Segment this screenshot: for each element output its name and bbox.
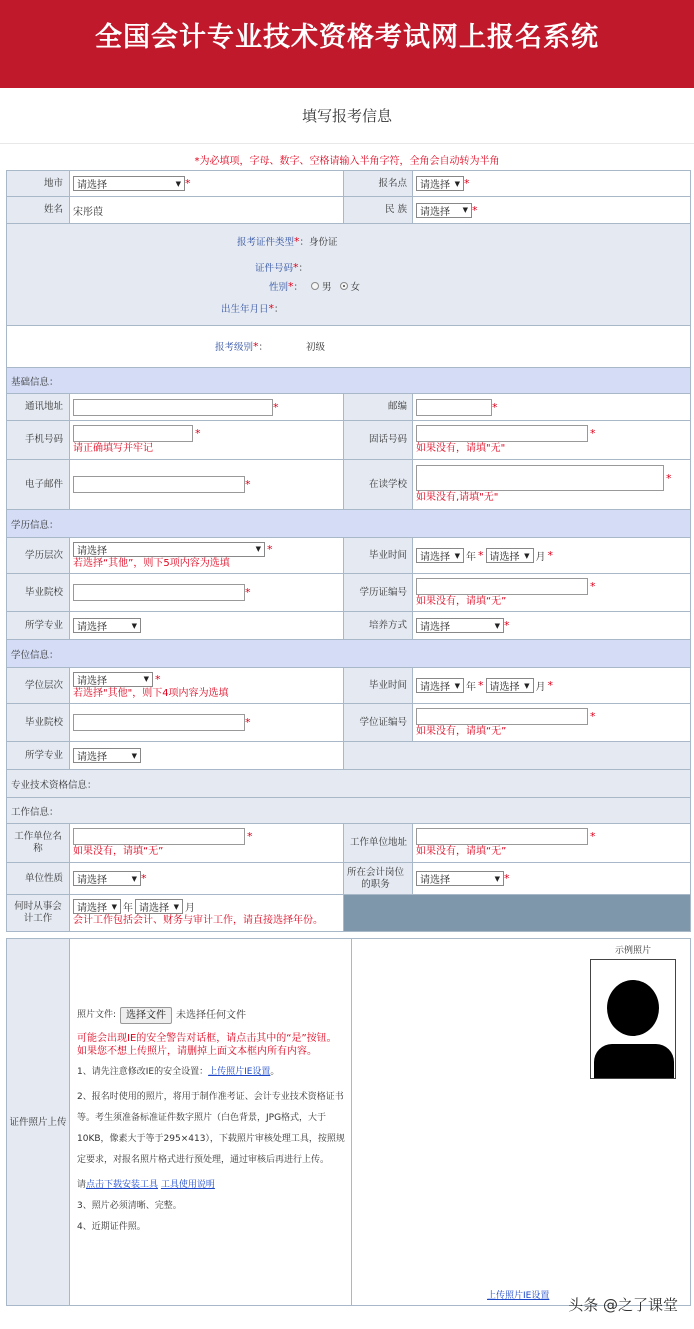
section-degree: 学位信息： <box>6 640 691 668</box>
chevron-down-icon: ▼ <box>454 551 460 560</box>
since-label: 何时从事会计工作 <box>7 895 70 931</box>
chevron-down-icon: ▼ <box>494 621 500 630</box>
section-basic: 基础信息： <box>6 368 691 394</box>
sample-caption: 示例照片 <box>614 946 651 956</box>
degree-school-label: 毕业院校 <box>7 704 70 741</box>
gender-female-radio[interactable] <box>340 282 348 290</box>
zip-label: 邮编 <box>344 394 413 420</box>
degree-cert-hint: 如果没有，请填“无” <box>416 725 507 737</box>
degree-level-hint: 若选择"其他"，则下4项内容为选填 <box>73 687 229 699</box>
email-label: 电子邮件 <box>7 460 70 509</box>
edu-school-label: 毕业院校 <box>7 574 70 611</box>
phone-label: 固话号码 <box>344 421 413 459</box>
region-select[interactable]: 请选择 ▼ <box>73 176 185 191</box>
id-type-label: 报考证件类型 <box>237 237 295 248</box>
birth-date-label: 出生年月日 <box>221 304 269 315</box>
degree-grad-time-label: 毕业时间 <box>344 668 413 703</box>
address-input[interactable] <box>73 399 273 416</box>
gender-male-radio[interactable] <box>311 282 319 290</box>
tool-guide-link[interactable]: 工具使用说明 <box>160 1180 215 1190</box>
watermark: 头条 @之了课堂 <box>568 1296 678 1314</box>
email-input[interactable] <box>73 476 245 493</box>
id-info-block: 报考证件类型 * ： 身份证 证件号码 * ： 性别 * ： 男 女 出生年月日 * ： <box>6 224 691 326</box>
degree-cert-input[interactable] <box>416 708 588 725</box>
exam-level-label: 报考级别 <box>215 342 254 353</box>
edu-major-label: 所学专业 <box>7 612 70 639</box>
chevron-down-icon: ▼ <box>131 874 137 883</box>
unit-address-input[interactable] <box>416 828 588 845</box>
name-value: 宋彤葭 <box>73 206 103 218</box>
photo-upload-row <box>6 938 691 1306</box>
no-file-text: 未选择任何文件 <box>176 1010 247 1021</box>
school-label: 在读学校 <box>344 460 413 509</box>
chevron-down-icon: ▼ <box>454 179 460 188</box>
degree-grad-month-select[interactable]: 请选择 ▼ <box>486 678 534 693</box>
site-label: 报名点 <box>344 171 413 196</box>
name-label: 姓名 <box>7 197 70 223</box>
edu-mode-select[interactable]: 请选择 ▼ <box>416 618 504 633</box>
edu-grad-year-select[interactable]: 请选择 ▼ <box>416 548 464 563</box>
position-select[interactable]: 请选择 ▼ <box>416 871 504 886</box>
site-select[interactable]: 请选择 ▼ <box>416 176 464 191</box>
exam-level-block: 报考级别 * ： 初级 <box>6 326 691 368</box>
edu-cert-label: 学历证编号 <box>344 574 413 611</box>
section-education: 学历信息： <box>6 510 691 538</box>
degree-major-select[interactable]: 请选择 ▼ <box>73 748 141 763</box>
photo-file-label: 照片文件: <box>77 1010 117 1020</box>
gender-label: 性别 <box>269 282 289 293</box>
person-head-icon <box>607 980 659 1036</box>
school-hint: 如果没有,请填"无" <box>416 492 499 503</box>
person-body-icon <box>594 1044 674 1079</box>
region-label: 地市 <box>7 171 70 196</box>
chevron-down-icon: ▼ <box>131 751 137 760</box>
unit-address-hint: 如果没有，请填“无” <box>416 846 507 857</box>
edu-cert-input[interactable] <box>416 578 588 595</box>
since-month-select[interactable]: 请选择 ▼ <box>135 899 183 914</box>
page-title: 填写报考信息 <box>0 88 694 144</box>
unit-name-label: 工作单位名称 <box>7 824 70 862</box>
chevron-down-icon: ▼ <box>494 874 500 883</box>
chevron-down-icon: ▼ <box>462 206 468 214</box>
section-qualification: 专业技术资格信息： <box>6 770 691 798</box>
edu-major-select[interactable]: 请选择 ▼ <box>73 618 141 633</box>
photo-tip-4: 4、近期证件照。 <box>77 1222 146 1232</box>
sample-photo <box>590 959 676 1079</box>
unit-name-hint: 如果没有，请填“无” <box>73 846 164 857</box>
id-number-label: 证件号码 <box>255 263 294 274</box>
edu-cert-hint: 如果没有，请填“无” <box>416 595 507 607</box>
since-hint: 会计工作包括会计、财务与审计工作，请直接选择年份。 <box>73 915 323 926</box>
choose-file-button[interactable]: 选择文件 <box>120 1007 172 1024</box>
photo-tip-3: 3、照片必须清晰、完整。 <box>77 1201 182 1211</box>
name-row: 姓名 宋彤葭 民 族 请选择 ▼ * <box>6 197 691 224</box>
chevron-down-icon: ▼ <box>111 902 117 911</box>
edu-school-input[interactable] <box>73 584 245 601</box>
address-label: 通讯地址 <box>7 394 70 420</box>
download-tool-link[interactable]: 点击下载安装工具 <box>86 1180 159 1190</box>
since-year-select[interactable]: 请选择 ▼ <box>73 899 121 914</box>
required-note: *为必填项，字母、数字、空格请输入半角字符，全角会自动转为半角 <box>194 156 500 167</box>
unit-type-select[interactable]: 请选择 ▼ <box>73 871 141 886</box>
photo-sample-panel <box>352 939 690 1305</box>
registration-form: 地市 请选择 ▼ * 报名点 请选择 ▼ * 姓名 宋彤葭 民 族 请选择 ▼ * 报考证件类型 * ： 身份证 证件号码 * ： 性别 * ： 男 女 出生年月日 * ： 报考级别 * ： 初级 基础信息： 通讯地址 * 邮编 * 手机号码 * 请正确填写并牢记 固话号码 * 如果没有，请填"无" 电子邮件 * 在读学校 * 如果没有,请填"无" 学历信息： 学历层次 请选择 ▼ * 若选择“其他”，则下5项内容为选填 毕业时间 请选择 ▼ 年 * 请选择 ▼ 月 * 毕业院校 * 学历证编号 * 如果没有，请填“无” 所学专业 请选择 ▼ 培养方式 请选择 ▼ * 学位信息： 学位层次 请选择 ▼ * 若选择"其他"，则下4项内容为选填 毕业时间 请选择 ▼ 年 * 请选择 ▼ 月 * 毕业院校 * 学位证编号 * 如果没有，请填“无” 所学专业 请选择 ▼ 专业技术资格信息： 工作信息： 工作单位名称 * 如果没有，请填“无” 工作单位地址 * 如果没有，请填“无” 单位性质 请选择 ▼ * 所在会计岗位的职务 请选择 ▼ * 何时从事会计工作 请选择 ▼ 年 请选择 ▼ 月 会计工作包括会计、财务与审计工作，请直接选择年份。 证件照片上传 照片文件: 选择文件 未选择任何文件 可能会出现IE的安全警告对话框，请点击其中的“是”按钮。 如果您不想上传照片，请删掉上面文本框内所有内容。 1、请先注意修改IE的安全设置：上传照片IE设置。 2、报名时使用的照片，将用于制作准考证、会计专业技术资格证书等。考生须准备标准证件数字照片（白色背景，JPG格式，大于10KB，像素大于等于295×413），下载照片审核处理工具，按照规定要求，对报名照片格式进行预处理，通过审核后再进行上传。 请点击下载安装工具 工具使用说明 3、照片必须清晰、完整。 4、近期证件照。 示例照片 上传照片IE设置 <box>6 170 691 1306</box>
degree-major-label: 所学专业 <box>7 742 70 769</box>
edu-mode-label: 培养方式 <box>344 612 413 639</box>
degree-level-label: 学位层次 <box>7 668 70 703</box>
mobile-label: 手机号码 <box>7 421 70 459</box>
ie-settings-link[interactable]: 上传照片IE设置 <box>208 1067 271 1077</box>
school-input[interactable] <box>416 465 664 491</box>
edu-level-hint: 若选择“其他”，则下5项内容为选填 <box>73 557 230 569</box>
degree-grad-year-select[interactable]: 请选择 ▼ <box>416 678 464 693</box>
chevron-down-icon: ▼ <box>454 681 460 690</box>
mobile-hint: 请正确填写并牢记 <box>73 443 153 454</box>
id-type-value: 身份证 <box>309 237 338 248</box>
photo-label: 证件照片上传 <box>7 939 70 1305</box>
ie-warning: 可能会出现IE的安全警告对话框，请点击其中的“是”按钮。 <box>77 1033 337 1044</box>
exam-level-value: 初级 <box>306 342 326 353</box>
unit-type-label: 单位性质 <box>7 863 70 894</box>
mobile-input[interactable] <box>73 425 193 442</box>
unit-address-label: 工作单位地址 <box>344 824 413 862</box>
photo-upload-panel: 照片文件: 选择文件 未选择任何文件 可能会出现IE的安全警告对话框，请点击其中的“是”按钮。 如果您不想上传照片，请删掉上面文本框内所有内容。 1、请先注意修改IE的安全设置：上传照片IE设置。 2、报名时使用的照片，将用于制作准考证、会计专业技术资格证书等。考生须准备标准证件数字照片（白色背景，JPG格式，大于10KB，像素大于等于295×413），下载照片审核处理工具，按照规定要求，对报名照片格式进行预处理，通过审核后再进行上传。 请点击下载安装工具 工具使用说明 3、照片必须清晰、完整。 4、近期证件照。 <box>70 939 352 1305</box>
section-work: 工作信息： <box>6 798 691 824</box>
no-photo-warning: 如果您不想上传照片，请删掉上面文本框内所有内容。 <box>77 1046 317 1057</box>
chevron-down-icon: ▼ <box>175 179 181 188</box>
edu-grad-time-label: 毕业时间 <box>344 538 413 573</box>
edu-level-select[interactable]: 请选择 ▼ <box>73 542 265 557</box>
chevron-down-icon: ▼ <box>524 681 530 690</box>
edu-grad-month-select[interactable]: 请选择 ▼ <box>486 548 534 563</box>
edu-level-label: 学历层次 <box>7 538 70 573</box>
chevron-down-icon: ▼ <box>255 545 261 553</box>
ie-settings-bottom-link[interactable]: 上传照片IE设置 <box>487 1291 550 1301</box>
site-header <box>0 0 694 88</box>
chevron-down-icon: ▼ <box>143 675 149 683</box>
site-title: 全国会计专业技术资格考试网上报名系统 <box>95 22 599 53</box>
degree-cert-label: 学位证编号 <box>344 704 413 741</box>
degree-school-input[interactable] <box>73 714 245 731</box>
unit-name-input[interactable] <box>73 828 245 845</box>
ethnic-label: 民 族 <box>344 197 413 223</box>
chevron-down-icon: ▼ <box>131 621 137 630</box>
phone-hint: 如果没有，请填"无" <box>416 443 506 454</box>
chevron-down-icon: ▼ <box>524 551 530 560</box>
ethnic-select[interactable]: 请选择 ▼ <box>416 203 472 218</box>
degree-level-select[interactable]: 请选择 ▼ <box>73 672 153 687</box>
phone-input[interactable] <box>416 425 588 442</box>
photo-requirements: 2、报名时使用的照片，将用于制作准考证、会计专业技术资格证书等。考生须准备标准证件数字照片（白色背景，JPG格式，大于10KB，像素大于等于295×413），下载照片审核处理工具，按照规定要求，对报名照片格式进行预处理，通过审核后再进行上传。 <box>77 1092 345 1165</box>
position-label: 所在会计岗位的职务 <box>344 863 413 894</box>
chevron-down-icon: ▼ <box>173 902 179 911</box>
region-row: 地市 请选择 ▼ * 报名点 请选择 ▼ * <box>6 170 691 197</box>
zip-input[interactable] <box>416 399 492 416</box>
